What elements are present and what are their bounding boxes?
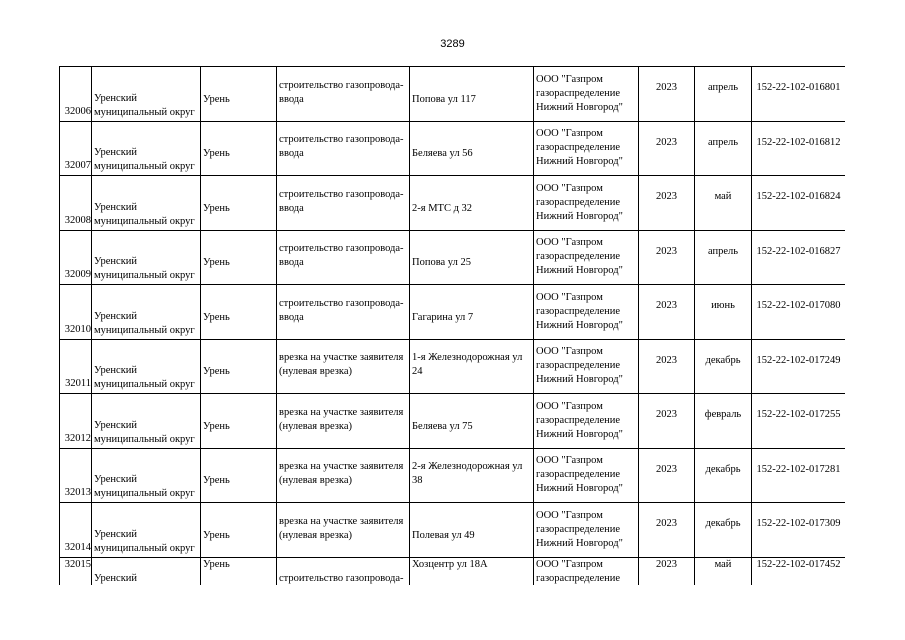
locality-cell: Урень (201, 121, 277, 176)
locality-cell: Урень (201, 67, 277, 122)
organization-line: газораспределение (536, 469, 621, 481)
work-type-line: строительство газопровода- (279, 297, 404, 309)
organization-line: ООО "Газпром (536, 558, 603, 570)
address-line: 1-я Железнодорожная ул (412, 352, 523, 363)
locality-cell: Урень (201, 557, 277, 585)
organization-line: ООО "Газпром (536, 455, 603, 467)
address-line: Попова ул 117 (412, 93, 476, 105)
table-row (60, 285, 846, 340)
work-type-cell (277, 394, 410, 449)
municipality-cell (92, 67, 201, 122)
address-line: 2-я Железнодорожная ул (412, 461, 523, 472)
organization-line: газораспределение (536, 305, 621, 317)
municipality-line: муниципальный округ (94, 379, 195, 390)
organization-line: газораспределение (536, 523, 621, 535)
municipality-line: Уренский (94, 419, 138, 431)
municipality-line: Уренский (94, 201, 138, 213)
table-row (60, 230, 846, 285)
month-cell: февраль (695, 394, 752, 449)
municipality-line: муниципальный округ (94, 270, 195, 281)
organization-line: ООО "Газпром (536, 128, 603, 140)
month-cell: декабрь (695, 339, 752, 394)
table-row (60, 503, 846, 558)
address-line: 38 (412, 475, 423, 486)
year-cell: 2023 (639, 339, 695, 394)
work-type-line: строительство газопровода- (279, 134, 404, 145)
municipality-cell (92, 448, 201, 503)
work-type-cell (277, 176, 410, 231)
address-cell (410, 394, 534, 449)
row-number: 32010 (60, 285, 92, 340)
row-number: 32011 (60, 339, 92, 394)
row-number: 32015 (60, 557, 92, 585)
address-line: Полевая ул 49 (412, 529, 475, 541)
organization-cell (534, 285, 639, 340)
registry-table-container (59, 66, 845, 585)
row-number: 32009 (60, 230, 92, 285)
municipality-line: Уренский (94, 92, 138, 104)
organization-cell (534, 448, 639, 503)
year-cell: 2023 (639, 176, 695, 231)
organization-cell (534, 230, 639, 285)
work-type-line: врезка на участке заявителя (279, 406, 404, 418)
month-cell: май (695, 557, 752, 585)
address-line: Беляева ул 56 (412, 148, 473, 159)
page-number: 3289 (440, 38, 465, 50)
year-cell: 2023 (639, 121, 695, 176)
work-type-line: (нулевая врезка) (279, 420, 352, 432)
address-cell (410, 230, 534, 285)
month-cell: декабрь (695, 503, 752, 558)
organization-line: ООО "Газпром (536, 400, 603, 412)
work-type-line: ввода (279, 311, 304, 323)
year-cell: 2023 (639, 448, 695, 503)
code-cell: 152-22-102-017255 (752, 394, 846, 449)
municipality-line: муниципальный округ (94, 215, 195, 227)
organization-line: ООО "Газпром (536, 291, 603, 303)
month-cell: декабрь (695, 448, 752, 503)
municipality-line: Уренский (94, 256, 138, 267)
work-type-cell (277, 121, 410, 176)
year-cell: 2023 (639, 67, 695, 122)
year-cell: 2023 (639, 394, 695, 449)
municipality-cell (92, 339, 201, 394)
organization-cell (534, 557, 639, 585)
work-type-line: строительство газопровода- (279, 188, 404, 200)
organization-line: Нижний Новгород" (536, 156, 623, 168)
work-type-line: врезка на участке заявителя (279, 352, 404, 363)
work-type-line: строительство газопровода- (279, 79, 404, 91)
address-cell (410, 67, 534, 122)
organization-line: ООО "Газпром (536, 509, 603, 521)
month-cell: май (695, 176, 752, 231)
table-row (60, 67, 846, 122)
table-row (60, 394, 846, 449)
address-cell: Хозцентр ул 18А (410, 557, 534, 585)
municipality-line: Уренский (94, 528, 138, 540)
code-cell: 152-22-102-017080 (752, 285, 846, 340)
year-cell: 2023 (639, 285, 695, 340)
locality-cell: Урень (201, 339, 277, 394)
municipality-line: Уренский (94, 147, 138, 158)
work-type-cell (277, 285, 410, 340)
row-number: 32013 (60, 448, 92, 503)
code-cell: 152-22-102-016801 (752, 67, 846, 122)
organization-line: газораспределение (536, 87, 621, 99)
row-number: 32012 (60, 394, 92, 449)
work-type-line: (нулевая врезка) (279, 475, 352, 486)
table-row (60, 176, 846, 231)
work-type-line: ввода (279, 202, 304, 214)
locality-cell: Урень (201, 448, 277, 503)
month-cell: апрель (695, 230, 752, 285)
work-type-cell (277, 230, 410, 285)
address-cell (410, 339, 534, 394)
address-cell (410, 503, 534, 558)
address-cell (410, 121, 534, 176)
organization-line: Нижний Новгород" (536, 319, 623, 331)
municipality-cell (92, 557, 201, 585)
organization-line: газораспределение (536, 572, 621, 584)
organization-line: Нижний Новгород" (536, 374, 623, 386)
code-cell: 152-22-102-016824 (752, 176, 846, 231)
organization-line: ООО "Газпром (536, 237, 603, 249)
row-number: 32007 (60, 121, 92, 176)
work-type-cell (277, 67, 410, 122)
locality-cell: Урень (201, 230, 277, 285)
month-cell: апрель (695, 67, 752, 122)
work-type-cell: строительство газопровода- (277, 557, 410, 585)
locality-cell: Урень (201, 285, 277, 340)
organization-cell (534, 394, 639, 449)
municipality-cell (92, 503, 201, 558)
municipality-cell (92, 394, 201, 449)
registry-table (59, 66, 845, 585)
organization-line: газораспределение (536, 142, 621, 154)
organization-line: газораспределение (536, 360, 621, 372)
month-cell: апрель (695, 121, 752, 176)
municipality-line: муниципальный округ (94, 542, 195, 554)
municipality-line: муниципальный округ (94, 161, 195, 172)
month-cell: июнь (695, 285, 752, 340)
organization-line: Нижний Новгород" (536, 210, 623, 222)
municipality-cell (92, 285, 201, 340)
organization-line: Нижний Новгород" (536, 101, 623, 113)
work-type-cell (277, 503, 410, 558)
municipality-line (94, 558, 198, 572)
locality-cell: Урень (201, 394, 277, 449)
table-body (60, 67, 846, 586)
code-cell: 152-22-102-016812 (752, 121, 846, 176)
organization-line: Нижний Новгород" (536, 428, 623, 440)
work-type-line: (нулевая врезка) (279, 529, 352, 541)
address-line: Гагарина ул 7 (412, 311, 474, 323)
address-cell (410, 176, 534, 231)
table-row (60, 557, 846, 585)
municipality-cell (92, 176, 201, 231)
row-number: 32014 (60, 503, 92, 558)
code-cell: 152-22-102-017452 (752, 557, 846, 585)
row-number: 32006 (60, 67, 92, 122)
code-cell: 152-22-102-017281 (752, 448, 846, 503)
organization-cell (534, 339, 639, 394)
municipality-line: муниципальный округ (94, 324, 195, 336)
municipality-line: Уренский (94, 572, 138, 584)
work-type-line: ввода (279, 93, 304, 105)
work-type-line: врезка на участке заявителя (279, 515, 404, 527)
organization-line: газораспределение (536, 251, 621, 263)
municipality-line: Уренский (94, 365, 138, 376)
work-type-line: строительство газопровода- (279, 243, 404, 254)
address-line: 24 (412, 366, 423, 377)
work-type-cell (277, 339, 410, 394)
organization-line: Нижний Новгород" (536, 265, 623, 277)
year-cell: 2023 (639, 503, 695, 558)
municipality-line: Уренский (94, 310, 138, 322)
organization-cell (534, 176, 639, 231)
municipality-cell (92, 121, 201, 176)
row-number: 32008 (60, 176, 92, 231)
organization-cell (534, 67, 639, 122)
year-cell: 2023 (639, 557, 695, 585)
organization-cell (534, 121, 639, 176)
code-cell: 152-22-102-016827 (752, 230, 846, 285)
address-line: Попова ул 25 (412, 257, 471, 268)
organization-cell (534, 503, 639, 558)
work-type-line: врезка на участке заявителя (279, 461, 404, 472)
table-row (60, 121, 846, 176)
organization-line: газораспределение (536, 414, 621, 426)
municipality-line: Уренский (94, 474, 138, 485)
work-type-cell (277, 448, 410, 503)
locality-cell: Урень (201, 176, 277, 231)
organization-line: ООО "Газпром (536, 182, 603, 194)
address-line: 2-я МТС д 32 (412, 202, 473, 214)
address-line: Беляева ул 75 (412, 420, 473, 432)
table-row (60, 448, 846, 503)
work-type-line: ввода (279, 148, 304, 159)
code-cell: 152-22-102-017249 (752, 339, 846, 394)
municipality-line: муниципальный округ (94, 106, 195, 118)
municipality-line: муниципальный округ (94, 488, 195, 499)
year-cell: 2023 (639, 230, 695, 285)
municipality-cell (92, 230, 201, 285)
organization-line: газораспределение (536, 196, 621, 208)
address-cell (410, 448, 534, 503)
organization-line: Нижний Новгород" (536, 537, 623, 549)
table-row (60, 339, 846, 394)
address-cell (410, 285, 534, 340)
locality-cell: Урень (201, 503, 277, 558)
municipality-line: муниципальный округ (94, 433, 195, 445)
organization-line: ООО "Газпром (536, 73, 603, 85)
code-cell: 152-22-102-017309 (752, 503, 846, 558)
work-type-line: (нулевая врезка) (279, 366, 352, 377)
organization-line: Нижний Новгород" (536, 483, 623, 495)
organization-line: ООО "Газпром (536, 346, 603, 358)
work-type-line: ввода (279, 257, 304, 268)
